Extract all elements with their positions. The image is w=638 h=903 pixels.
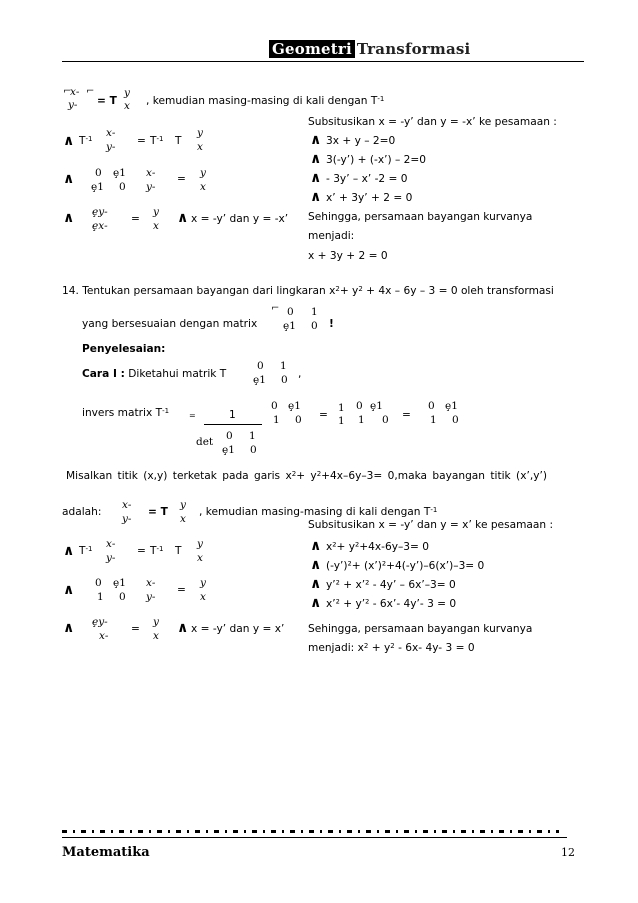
tinv: $T^{-1}$ <box>79 135 93 147</box>
header-title: Transformasi <box>356 40 471 58</box>
var-x: x <box>153 220 159 232</box>
misalkan-text: Misalkan titik (x,y) terketak pada garis $x^2+ y^2+4x-6y-3=$ 0,maka bayangan titik (x’,y’) <box>66 470 547 482</box>
var-x: x‑ <box>70 86 80 98</box>
caret-icon: ∧ <box>177 210 189 226</box>
m-neg1: ȩ1 <box>288 400 301 412</box>
step-3: - 3y’ – x’ -2 = 0 <box>326 173 408 185</box>
page-header <box>269 40 470 58</box>
m-0: 0 <box>311 320 318 332</box>
adalah-text: , kemudian masing-masing di kali dengan $T^{-1}$ <box>199 506 438 518</box>
var-x: x‑ <box>146 577 156 589</box>
subst-line: Subsitusikan x = -y’ dan y = -x’ ke pesamaan : <box>308 116 557 128</box>
var-y: y‑ <box>106 552 116 564</box>
det-label: det <box>196 436 214 448</box>
m-0: 0 <box>382 414 389 426</box>
frac-den: 1 <box>338 415 345 427</box>
var-x: x <box>200 181 206 193</box>
m-neg1: ȩ1 <box>113 577 126 589</box>
var-y: y‑ <box>122 513 132 525</box>
m-0: 0 <box>226 430 233 442</box>
m-0: 0 <box>452 414 459 426</box>
eq: = <box>177 173 186 185</box>
eq: = <box>177 584 186 596</box>
m-1: 1 <box>280 360 287 372</box>
cara-1: Cara I : Diketahui matrik T <box>82 368 227 380</box>
t: T <box>175 545 182 557</box>
m-0: 0 <box>95 577 102 589</box>
var-y: y <box>197 538 203 550</box>
m-neg1: ȩ1 <box>370 400 383 412</box>
var-x: x‑ <box>106 538 116 550</box>
var-x: x <box>197 552 203 564</box>
caret-icon: ∧ <box>310 576 322 592</box>
m-0: 0 <box>257 360 264 372</box>
caret-icon: ∧ <box>310 189 322 205</box>
caret-icon: ∧ <box>310 595 322 611</box>
var-y: y <box>124 87 130 99</box>
bracket-glyph: ⌐ <box>63 86 72 97</box>
eq-t: = T <box>97 95 117 107</box>
m-0: 0 <box>295 414 302 426</box>
var-y: y‑ <box>68 99 78 111</box>
tinv: $T^{-1}$ <box>150 545 164 557</box>
m-0: 0 <box>250 444 257 456</box>
m-neg1: ȩ1 <box>91 181 104 193</box>
step-1: x²+ y²+4x-6y–3= 0 <box>326 541 430 553</box>
m-neg1: ȩ1 <box>445 400 458 412</box>
conclusion-text: Sehingga, persamaan bayangan kurvanya <box>308 623 533 635</box>
var-y: y <box>153 206 159 218</box>
caret-icon: ∧ <box>177 620 189 636</box>
conclusion-1: x = -y’ dan y = -x’ <box>191 213 289 225</box>
m-neg1: ȩ1 <box>113 167 126 179</box>
var-y: y <box>200 577 206 589</box>
tinv: $T^{-1}$ <box>79 545 93 557</box>
step-1: 3x + y – 2=0 <box>326 135 396 147</box>
m-0: 0 <box>428 400 435 412</box>
eq: = <box>319 409 328 421</box>
penyelesaian-heading: Penyelesaian: <box>82 343 166 355</box>
result-equation: menjadi: $x^2 + y^2 - 6x-$ 4y- 3 = 0 <box>308 642 475 654</box>
var-y: y‑ <box>146 591 156 603</box>
eq: = <box>137 545 146 557</box>
caret-icon: ∧ <box>310 557 322 573</box>
m-1: 1 <box>311 306 318 318</box>
var-x: x <box>124 100 130 112</box>
m-0: 0 <box>356 400 363 412</box>
frac-num: 1 <box>338 402 345 414</box>
var-x: x <box>197 141 203 153</box>
caret-icon: ∧ <box>310 132 322 148</box>
header-highlight: Geometri <box>269 40 355 58</box>
m-1: 1 <box>358 414 365 426</box>
conclusion-text: menjadi: <box>308 230 355 242</box>
footer-rule <box>62 837 567 838</box>
m-0: 0 <box>119 591 126 603</box>
caret-icon: ∧ <box>63 582 75 598</box>
result-equation: x + 3y + 2 = 0 <box>308 250 388 262</box>
footer-dashes <box>62 830 559 833</box>
problem-statement: 14. Tentukan persamaan bayangan dari lingkaran $x^2+ y^2 + 4x - 6y - 3 = 0$ oleh transformasi <box>62 285 554 297</box>
var-x: x <box>200 591 206 603</box>
caret-icon: ∧ <box>63 171 75 187</box>
var-y: y‑ <box>106 141 116 153</box>
row1-text: , kemudian masing-masing di kali dengan $T^{-1}$ <box>146 95 385 107</box>
eq: = <box>131 213 140 225</box>
comma: , <box>298 368 302 380</box>
caret-icon: ∧ <box>63 620 75 636</box>
t: T <box>175 135 182 147</box>
m-0: 0 <box>119 181 126 193</box>
step-3: y’² + x’² - 4y’ – 6x’–3= 0 <box>326 579 456 591</box>
m-0: 0 <box>281 374 288 386</box>
matrix-end: ! <box>329 318 334 330</box>
var-y: y <box>200 167 206 179</box>
step-4: x’ + 3y’ + 2 = 0 <box>326 192 413 204</box>
invers-label: invers matrix $T^{-1}$ <box>82 407 170 419</box>
step-4: x’² + y’² - 6x’- 4y’- 3 = 0 <box>326 598 457 610</box>
tinv: $T^{-1}$ <box>150 135 164 147</box>
conclusion-text: Sehingga, persamaan bayangan kurvanya <box>308 211 533 223</box>
var-y: ȩy‑ <box>92 206 108 218</box>
caret-icon: ∧ <box>310 170 322 186</box>
caret-icon: ∧ <box>63 543 75 559</box>
m-1: 1 <box>430 414 437 426</box>
bracket-glyph: ⌐ <box>86 86 95 97</box>
m-0: 0 <box>95 167 102 179</box>
conclusion-2: x = -y’ dan y = x’ <box>191 623 285 635</box>
var-x: x‑ <box>122 499 132 511</box>
caret-icon: ∧ <box>63 133 75 149</box>
eq: = <box>402 409 411 421</box>
m-1: 1 <box>249 430 256 442</box>
var-x: x‑ <box>146 167 156 179</box>
m-neg1: ȩ1 <box>283 320 296 332</box>
caret-icon: ∧ <box>310 538 322 554</box>
var-x: x <box>153 630 159 642</box>
page-number: 12 <box>561 846 575 859</box>
step-2: 3(-y’) + (-x’) – 2=0 <box>326 154 427 166</box>
m-0: 0 <box>271 400 278 412</box>
eq: = <box>131 623 140 635</box>
eq-t: = T <box>148 506 168 518</box>
adalah-label: adalah: <box>62 506 102 518</box>
footer-subject: Matematika <box>62 845 150 860</box>
m-1: 1 <box>273 414 280 426</box>
var-y: y <box>180 499 186 511</box>
caret-icon: ∧ <box>63 210 75 226</box>
eq: = <box>137 135 146 147</box>
fraction-bar <box>204 424 262 425</box>
problem-statement: yang bersesuaian dengan matrix <box>82 318 258 330</box>
var-x: x‑ <box>99 630 109 642</box>
m-0: 0 <box>287 306 294 318</box>
m-neg1: ȩ1 <box>222 444 235 456</box>
var-x: x <box>180 513 186 525</box>
m-1: 1 <box>97 591 104 603</box>
m-neg1: ȩ1 <box>253 374 266 386</box>
var-y: y <box>153 616 159 628</box>
var-y: ȩy‑ <box>92 616 108 628</box>
var-y: y‑ <box>146 181 156 193</box>
var-x: ȩx‑ <box>92 220 108 232</box>
bracket-glyph: ⌐ <box>271 303 280 314</box>
frac-one: 1 <box>229 409 236 421</box>
subst-line: Subsitusikan x = -y’ dan y = x’ ke pesamaan : <box>308 519 554 531</box>
var-y: y <box>197 127 203 139</box>
step-2: (-y’)²+ (x’)²+4(-y’)–6(x’)–3= 0 <box>326 560 485 572</box>
header-rule <box>62 61 584 62</box>
var-x: x‑ <box>106 127 116 139</box>
caret-icon: ∧ <box>310 151 322 167</box>
eq-small: = <box>189 411 196 420</box>
